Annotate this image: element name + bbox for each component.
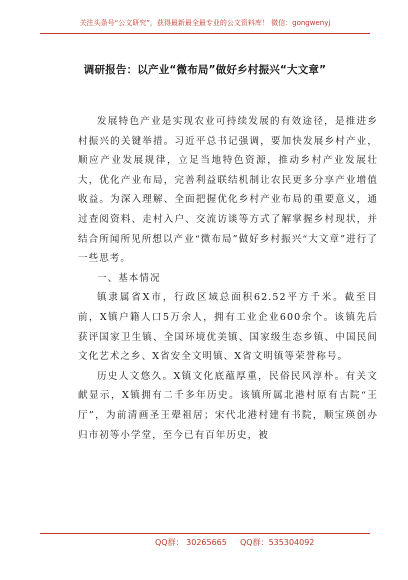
paragraph-overview: 镇隶属省X市，行政区域总面积62.52平方千米。截至目前，X镇户籍人口5万余人，拥有工业企业600余个。该镇先后获评国家卫生镇、全国环境优美镇、国家级生态乡镇、中国民间文化艺术之乡、X省安全文明镇、X省文明镇等荣誉称号。 — [78, 292, 378, 363]
footer — [40, 537, 370, 553]
paragraph-history: 历史人文悠久。X镇文化底蕴厚重，民俗民风淳朴。有关文献显示，X镇拥有二千多年历史。该镇所属北港村原有古院“王厅”，为前清画圣王翚祖居；宋代北港村建有书院，顺宝瑛创办归市初等小学堂，至今已有百年历史，被 — [78, 370, 378, 441]
header-divider — [40, 33, 370, 34]
header-note: 关注头条号“公文研究”，获得最新最全最专业的公文资料库！ 微信：gongwenyj — [79, 19, 331, 27]
paragraph-intro: 发展特色产业是实现农业可持续发展的有效途径，是推进乡村振兴的关键举措。习近平总书记强调，要加快发展乡村产业，顺应产业发展规律，立足当地特色资源，推动乡村产业发展壮大，优化产业布局，完善利益联结机制让农民更多分享产业增值收益。为深入理解、全面把握优化乡村产业布局的重要意义，通过查阅资料、走村入户、交流访谈等方式了解掌握乡村现状，并结合所闻所见所想以产业“微布局”做好乡村振兴“大文章”进行了一些思考。 — [78, 116, 378, 265]
footer-divider — [40, 533, 370, 534]
section-heading: 一、基本情况 — [97, 272, 161, 284]
document-body — [78, 112, 378, 445]
document-title: 调研报告：以产业“微布局”做好乡村振兴“大文章” — [83, 64, 327, 76]
footer-qq-group-2: QQ群：535304092 — [240, 538, 315, 547]
footer-qq-group-1: QQ群： 30265665 — [155, 538, 227, 547]
